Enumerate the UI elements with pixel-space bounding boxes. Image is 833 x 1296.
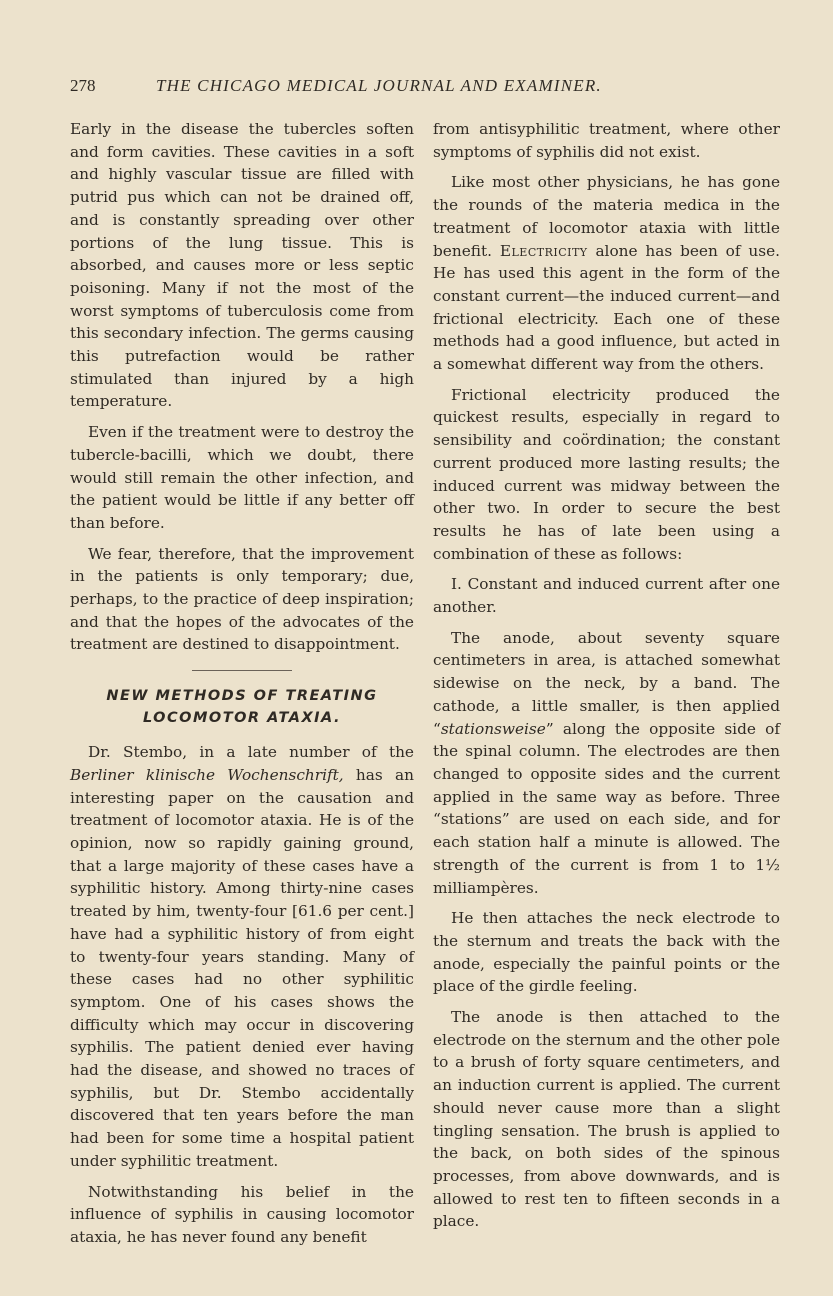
paragraph: Early in the disease the tubercles soften and form cavities. These cavities in a soft and highly vascular tissue are filled with putrid pus which can not be drained off, and is constantly spreading over other portions of the lung tissue. This is absorbed, and causes more or less septic poisoning. Many if not the most of the worst symptoms of tuberculosis come from this secondary infection. The germs causing this putrefaction would be rather stimulated than injured by a high temperature.: [70, 120, 414, 411]
section-divider: [192, 670, 292, 671]
running-title: THE CHICAGO MEDICAL JOURNAL AND EXAMINER.: [156, 76, 602, 95]
left-column: [70, 118, 414, 1257]
text-run: alone has been of use. He has used this agent in the form of the constant current—the induced current—and frictional electricity. Each one of these methods had a good influence, but acted in a somewhat different way from the others.: [433, 241, 780, 374]
paragraph: [70, 741, 414, 1172]
paragraph: [433, 627, 780, 899]
paragraph: from antisyphilitic treatment, where other symptoms of syphilis did not exist.: [433, 120, 780, 161]
small-caps-term: Electricity: [499, 241, 588, 260]
text-run: has an interesting paper on the causation and treatment of locomotor ataxia. He is of the opinion, now so rapidly gaining ground, that a large majority of these cases have a syphilitic history. Among thirty-nine cases treated by him, twenty-four [61.6 per cent.] have had a syphilitic history of from eight to twenty-four years standing. Many of these cases had no other syphilitic symptom. One of his cases shows the difficulty which may occur in discovering syphilis. The patient denied ever having had the disease, and showed no traces of syphilis, but Dr. Stembo accidentally discovered that ten years before the man had been for some time a hospital patient under syphilitic treatment.: [70, 765, 414, 1170]
paragraph: Frictional electricity produced the quickest results, especially in regard to sensibility and coördination; the constant current produced more lasting results; the induced current was midway between the other two. In order to secure the best results he has of late been using a combination of these as follows:: [433, 385, 780, 563]
right-column: [433, 118, 780, 1241]
german-term: stationsweise: [440, 719, 546, 738]
paragraph: [433, 171, 780, 375]
paragraph: I. Constant and induced current after one another.: [433, 575, 780, 617]
paragraph: He then attaches the neck electrode to the sternum and treats the back with the anode, especially the painful points or the place of the girdle feeling.: [433, 909, 780, 996]
paragraph: We fear, therefore, that the improvement in the patients is only temporary; due, perhaps, to the practice of deep inspiration; and that the hopes of the advocates of the treatment are destined to disappointment.: [70, 544, 414, 654]
text-run: Like most other physicians, he has gone the rounds of the materia medica in the treatment of locomotor ataxia with little benefit.: [433, 173, 780, 260]
paragraph: Notwithstanding his belief in the influence of syphilis in causing locomotor ataxia, he has never found any benefit: [70, 1182, 414, 1246]
paragraph: Even if the treatment were to destroy the tubercle-bacilli, which we doubt, there would still remain the other infection, and the patient would be little if any better off than before.: [70, 423, 414, 532]
paragraph: The anode is then attached to the electrode on the sternum and the other pole to a brush of forty square centimeters, and an induction current is applied. The current should never cause more than a slight tingling sensation. The brush is applied to the back, on both sides of the spinous processes, from above downwards, and is allowed to rest ten to fifteen seconds in a place.: [433, 1008, 780, 1231]
journal-title: Berliner klinische Wochenschrift,: [70, 765, 344, 784]
text-run: ” along the opposite side of the spinal column. The electrodes are then changed to opposite sides and the current applied in the same way as before. Three “stations” are used on each side, and for each station half a minute is allowed. The strength of the current is from 1 to 1½ milliampères.: [433, 719, 780, 897]
page-number: 278: [70, 76, 96, 95]
article-heading: NEW METHODS OF TREATING LOCOMOTOR ATAXIA.: [106, 688, 378, 727]
text-run: The anode, about seventy square centimeters in area, is attached somewhat sidewise on the neck, by a band. The cathode, a little smaller, is then applied “: [433, 628, 780, 738]
page-header: [70, 76, 760, 100]
text-run: Dr. Stembo, in a late number of the: [88, 743, 414, 762]
